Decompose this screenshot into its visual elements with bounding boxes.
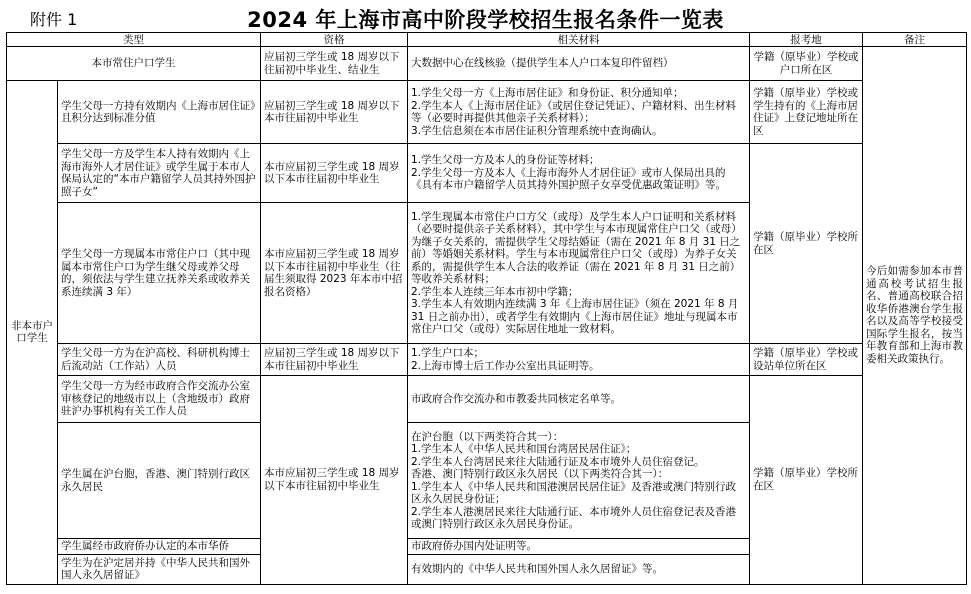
- row4-type: 学生父母一方为在沪高校、科研机构博士后流动站（工作站）人员: [58, 344, 261, 376]
- row5-type: 学生父母一方为经市政府合作交流办公室审核登记的地级市以上（含地级市）政府驻沪办事机构有关工作人员: [58, 376, 261, 423]
- row2-type: 学生父母一方及学生本人持有效期内《上海市海外人才居住证》或学生属于本市人保局认定的“本市户籍留学人员其持外国护照子女”: [58, 144, 261, 203]
- row8-type: 学生为在沪定居并持《中华人民共和国外国人永久居留证》: [58, 554, 261, 584]
- row6-materials: [408, 423, 750, 539]
- row3-type: 学生父母一方现属本市常住户口（其中现属本市常住户口为学生继父母或养父母的，须依法与学生建立抚养关系或收养关系连续满 3 年）: [58, 203, 261, 344]
- row2-qualification: 本市应届初三学生或 18 周岁以下本市往届初中毕业生: [261, 144, 408, 203]
- enrollment-conditions-table: [6, 32, 967, 585]
- row1-type: 学生父母一方持有效期内《上海市居住证》且积分达到标准分值: [58, 81, 261, 144]
- row3-qualification: 本市应届初三学生或 18 周岁以下本市往届初中毕业生（往届生须取得 2023 年本市中招报名资格）: [261, 203, 408, 344]
- table-row: [7, 81, 967, 144]
- row3-material-line: 3.学生本人有效期内连续满 3 年《上海市居住证》（须在 2021 年 8 月 31 日之前办出），或者学生有效期内《上海市居住证》地址与现属本市常住户口父（或母）实际居住地址一致材料。: [411, 298, 739, 335]
- row6-material-line: 在沪台胞（以下两类符合其一）：: [411, 430, 564, 443]
- table-row: [7, 144, 967, 203]
- header-qualification: 资格: [261, 33, 408, 47]
- row6-qualification: 本市应届初三学生或 18 周岁以下本市往届初中毕业生: [261, 376, 408, 585]
- row3-material-line: 2.学生本人连续三年本市初中学籍；: [411, 285, 579, 298]
- table-row-local: [7, 47, 967, 81]
- row1-material-line: 1.学生父母一方《上海市居住证》和身份证、积分通知单；: [411, 87, 684, 99]
- row2-material-line: 2.学生父母一方及本人《上海市海外人才居住证》或市人保局出具的《具有本市户籍留学人员其持外国护照子女享受优惠政策证明》等。: [411, 166, 726, 192]
- document-title: 2024 年上海市高中阶段学校招生报名条件一览表: [247, 8, 724, 32]
- table-row: [7, 376, 967, 423]
- row1-materials: [408, 81, 750, 144]
- local-registration: 学籍（原毕业）学校或户口所在区: [750, 47, 863, 81]
- row7-materials: 市政府侨办国内处证明等。: [408, 539, 750, 555]
- row3-material-line: 1.学生现属本市常住户口方父（或母）及学生本人户口证明和关系材料（必要时提供亲子关系材料），其中学生与本市现属常住户口父（或母）为继子女关系的，需提供学生父母结婚证（需在 2021 年 8 月 31 日之前）等婚姻关系材料。学生与本市现属常住户口父（或母）为养子女关系的，需提供学生本人合法的收养证（需在 2021 年 8 月 31 日之前）等收养关系材料；: [411, 210, 742, 285]
- header-row: [7, 33, 967, 47]
- row2-materials: [408, 144, 750, 203]
- row7-type: 学生属经市政府侨办认定的本市华侨: [58, 539, 261, 555]
- row2-material-line: 1.学生父母一方及本人的身份证等材料；: [411, 154, 600, 167]
- local-qualification: 应届初三学生或 18 周岁以下往届初中毕业生、结业生: [261, 47, 408, 81]
- header-materials: 相关材料: [408, 33, 750, 47]
- row1-registration: 学籍（原毕业）学校或学生持有的《上海市居住证》上登记地址所在区: [750, 81, 863, 144]
- row4-material-line: 1.学生户口本；: [411, 347, 485, 359]
- row6-material-line: 1.学生本人《中华人民共和国台湾居民居住证》；: [411, 443, 637, 455]
- header-registration: 报考地: [750, 33, 863, 47]
- row3-registration: 学籍（原毕业）学校所在区: [750, 144, 863, 344]
- attachment-label: 附件 1: [30, 10, 78, 29]
- local-type: 本市常住户口学生: [7, 47, 261, 81]
- row6-material-line: 香港、澳门特别行政区永久居民（以下两类符合其一）：: [411, 468, 669, 480]
- row6-material-line: 1.学生本人《中华人民共和国港澳居民居住证》及香港或澳门特别行政区永久居民身份证；: [411, 480, 737, 505]
- row4-qualification: 应届初三学生或 18 周岁以下本市往届初中毕业生: [261, 344, 408, 376]
- row4-registration: 学籍（原毕业）学校或设站单位所在区: [750, 344, 863, 376]
- header-type: 类型: [7, 33, 261, 47]
- row6-type: 学生属在沪台胞，香港、澳门特别行政区永久居民: [58, 423, 261, 539]
- row1-material-line: 2.学生本人《上海市居住证》（或居住登记凭证）、户籍材料、出生材料等（必要时再提供其他亲子关系材料）；: [411, 99, 737, 124]
- row3-materials: [408, 203, 750, 344]
- row5-materials: 市政府合作交流办和市教委共同核定名单等。: [408, 376, 750, 423]
- row6-material-line: 2.学生本人港澳居民来往大陆通行证、本市境外人员住宿登记表及香港或澳门特别行政区永久居民身份证。: [411, 505, 737, 530]
- row4-materials: [408, 344, 750, 376]
- row1-material-line: 3.学生信息须在本市居住证积分管理系统中查询确认。: [411, 124, 663, 137]
- table-row: [7, 344, 967, 376]
- row6-registration: 学籍（原毕业）学校所在区: [750, 376, 863, 585]
- row1-qualification: 应届初三学生或 18 周岁以下本市往届初中毕业生: [261, 81, 408, 144]
- nonlocal-label: 非本市户口学生: [7, 81, 58, 585]
- header-remarks: 备注: [863, 33, 967, 47]
- row8-materials: 有效期内的《中华人民共和国外国人永久居留证》等。: [408, 554, 750, 584]
- row6-material-line: 2.学生本人台湾居民来往大陆通行证及本市境外人员住宿登记。: [411, 455, 705, 468]
- local-materials: 大数据中心在线核验（提供学生本人户口本复印件留档）: [408, 47, 750, 81]
- remarks-cell: 今后如需参加本市普通高校考试招生报名、普通高校联合招收华侨港澳台学生报名以及高等学校接受国际学生报名，按当年教育部和上海市教委相关政策执行。: [863, 47, 967, 585]
- row4-material-line: 2.上海市博士后工作办公室出具证明等。: [411, 359, 600, 372]
